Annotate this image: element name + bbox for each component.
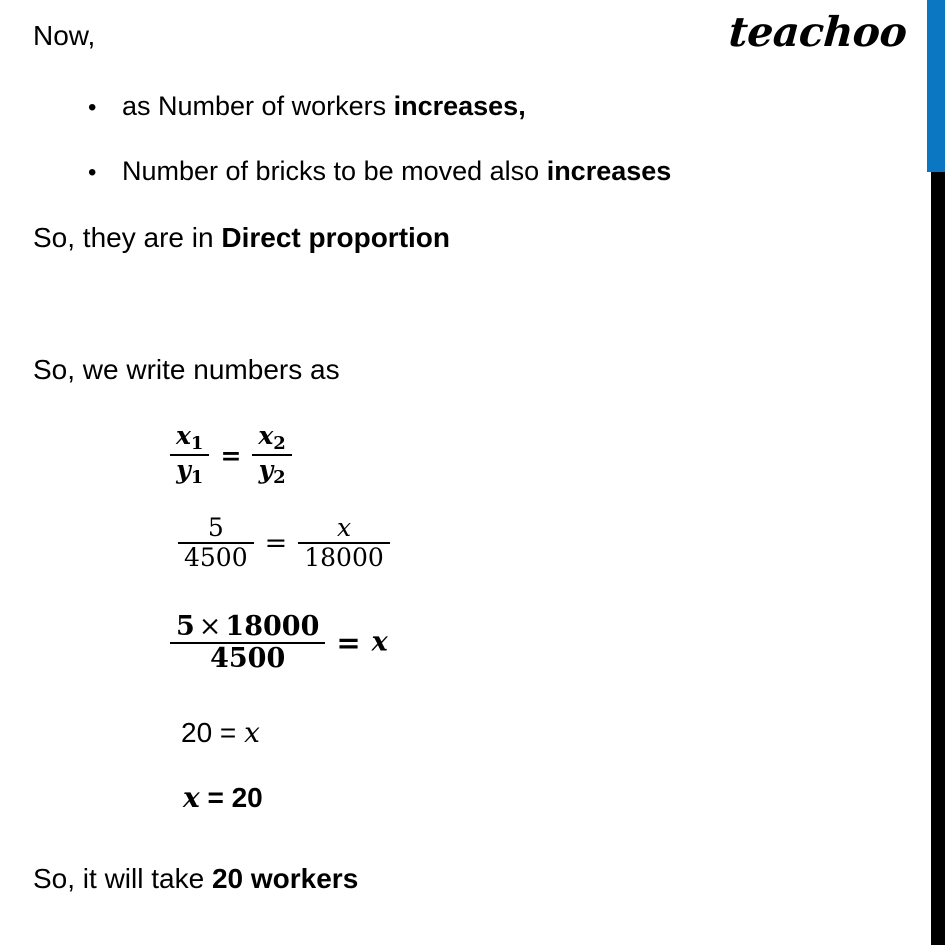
teachoo-logo: teachoo bbox=[727, 8, 909, 56]
values-fraction-right bbox=[298, 514, 390, 572]
bullet-item-workers bbox=[88, 90, 526, 124]
answer-line-2-var: x bbox=[183, 781, 200, 814]
solve-fraction bbox=[170, 612, 325, 674]
final-answer-statement bbox=[33, 861, 358, 896]
answer-line-twenty-equals-x bbox=[181, 716, 260, 749]
values-right-numerator: x bbox=[298, 514, 390, 544]
ratio-right-den-sub: 2 bbox=[273, 467, 286, 489]
solve-equals-sign: = bbox=[336, 626, 361, 661]
direct-proportion-emphasis: Direct proportion bbox=[221, 222, 451, 253]
final-answer-prefix: So, it will take bbox=[33, 863, 212, 894]
fraction-right bbox=[252, 422, 291, 488]
bullet-marker-icon: • bbox=[88, 159, 97, 186]
ratio-left-den-sub: 1 bbox=[190, 467, 204, 489]
values-equals-sign: = bbox=[264, 527, 288, 559]
bullet-1-text: as Number of workers bbox=[122, 91, 394, 121]
values-fraction-left bbox=[178, 514, 254, 572]
direct-proportion-statement bbox=[33, 220, 450, 255]
equation-ratio-general bbox=[170, 422, 292, 488]
fraction-left-denominator bbox=[170, 456, 209, 488]
right-edge-blue-bar bbox=[927, 0, 945, 172]
fraction-right-numerator bbox=[252, 422, 291, 456]
fraction-right-denominator bbox=[252, 456, 291, 488]
equation-substituted-values bbox=[178, 514, 390, 572]
bullet-1-emphasis: increases, bbox=[393, 91, 526, 121]
ratio-right-num-var: x bbox=[258, 421, 274, 450]
fraction-left bbox=[170, 422, 209, 488]
answer-line-2-value: = 20 bbox=[199, 782, 263, 813]
solve-result-var: x bbox=[371, 626, 388, 658]
ratio-right-num-sub: 2 bbox=[273, 433, 286, 455]
ratio-left-num-var: x bbox=[176, 421, 191, 450]
intro-label: Now, bbox=[33, 20, 96, 51]
bullet-2-emphasis: increases bbox=[546, 156, 672, 186]
answer-line-1-value: 20 = bbox=[181, 717, 245, 748]
solve-numerator bbox=[170, 612, 325, 644]
values-right-denominator: 18000 bbox=[304, 543, 384, 572]
values-left-denominator: 4500 bbox=[184, 543, 248, 572]
ratio-right-den-var: y bbox=[258, 455, 274, 485]
intro-text bbox=[33, 18, 95, 53]
values-left-numerator: 5 bbox=[178, 514, 254, 544]
write-numbers-label: So, we write numbers as bbox=[33, 354, 340, 385]
right-edge-black-bar bbox=[931, 172, 945, 945]
bullet-2-text: Number of bricks to be moved also bbox=[122, 156, 547, 186]
write-numbers-statement bbox=[33, 352, 340, 387]
final-answer-emphasis: 20 workers bbox=[211, 863, 359, 894]
bullet-marker-icon: • bbox=[88, 94, 97, 121]
direct-proportion-prefix: So, they are in bbox=[33, 222, 222, 253]
fraction-left-numerator bbox=[170, 422, 209, 456]
ratio-left-num-sub: 1 bbox=[190, 433, 204, 455]
bullet-item-bricks bbox=[88, 155, 671, 189]
answer-line-1-var: x bbox=[244, 716, 260, 749]
solve-num-second: 18000 bbox=[225, 611, 320, 642]
ratio-left-den-var: y bbox=[176, 455, 191, 485]
answer-line-x-equals-twenty bbox=[183, 781, 263, 814]
ratio-equals-sign: = bbox=[220, 440, 242, 470]
solve-num-first: 5 bbox=[176, 611, 195, 642]
solve-denominator: 4500 bbox=[210, 643, 286, 675]
equation-solve-for-x bbox=[170, 612, 388, 674]
multiplication-sign-icon: × bbox=[198, 611, 222, 642]
